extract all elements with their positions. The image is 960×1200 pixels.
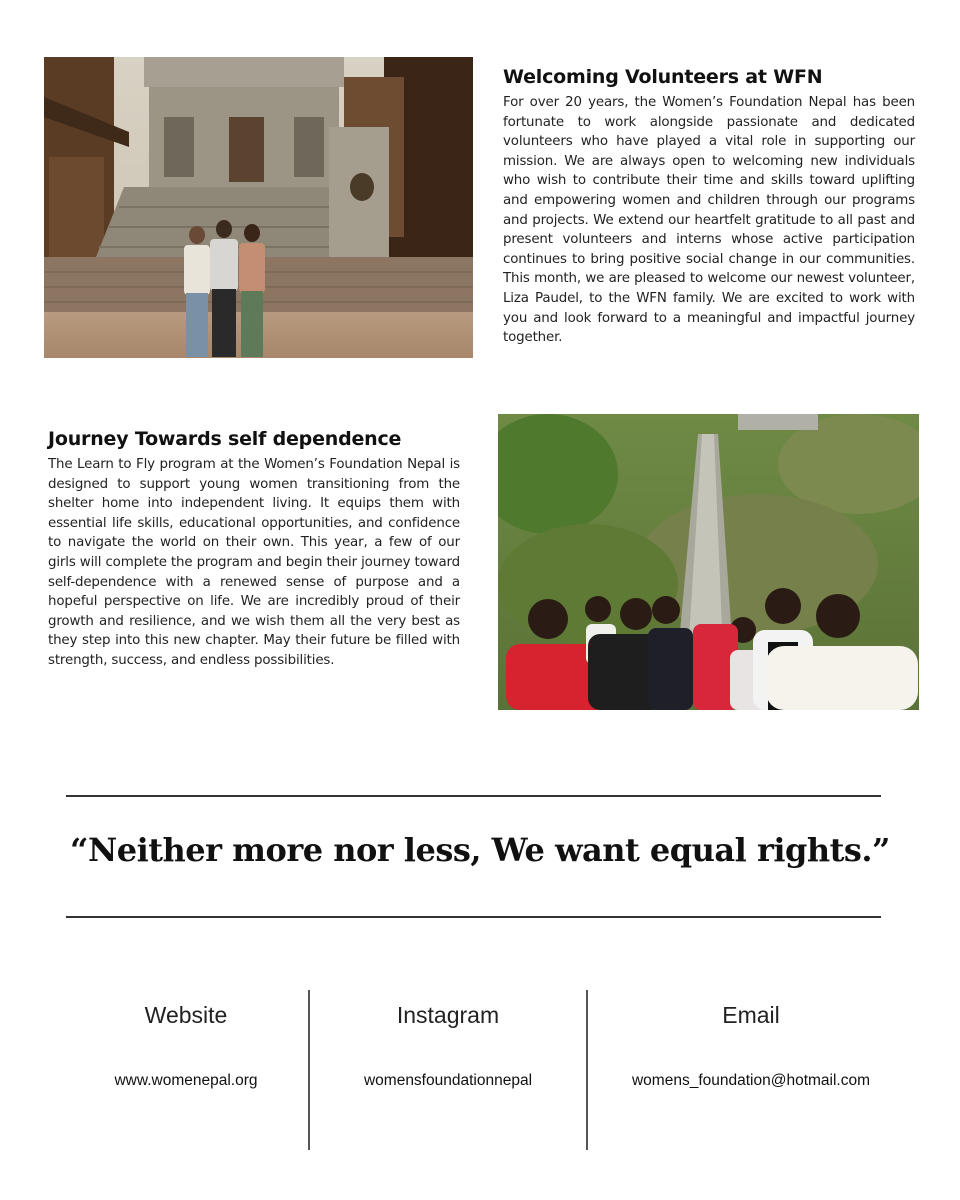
- website-contact: [66, 990, 306, 1091]
- equal-rights-quote: “Neither more nor less, We want equal rights.”: [70, 831, 890, 869]
- bridge-group-illustration: [498, 414, 919, 710]
- quote-bottom-rule: [66, 916, 881, 918]
- volunteers-heading: Welcoming Volunteers at WFN: [503, 66, 823, 88]
- website-label: Website: [144, 1002, 228, 1028]
- email-address[interactable]: womens_foundation@hotmail.com: [631, 1072, 871, 1089]
- instagram-label: Instagram: [396, 1002, 500, 1028]
- learn-to-fly-photo: [498, 414, 919, 710]
- volunteers-photo: [44, 57, 473, 358]
- volunteers-article: [503, 64, 915, 348]
- instagram-contact: [312, 990, 584, 1091]
- contact-divider: [308, 990, 310, 1150]
- instagram-handle[interactable]: womensfoundationnepal: [363, 1072, 533, 1089]
- journey-heading: Journey Towards self dependence: [48, 428, 402, 450]
- journey-article: [48, 426, 460, 671]
- contact-divider: [586, 990, 588, 1150]
- quote-top-rule: [66, 795, 881, 797]
- email-label: Email: [722, 1002, 780, 1028]
- website-link[interactable]: www.womenepal.org: [114, 1072, 258, 1089]
- volunteers-body: For over 20 years, the Women’s Foundation Nepal has been fortunate to work alongside passionate and dedicated volunteers who have played a vital role in supporting our mission. We are always open to welcoming new individuals who wish to contribute their time and skills toward uplifting and empowering women and children through our programs and projects. We extend our heartfelt gratitude to all past and present volunteers and interns whose active participation continues to bring positive social change in our communities. This month, we are pleased to welcome our newest volunteer, Liza Paudel, to the WFN family. We are excited to work with you and look forward to a meaningful and impactful journey together.: [503, 95, 915, 346]
- temple-illustration: [44, 57, 473, 358]
- email-contact: [590, 990, 912, 1091]
- journey-body: The Learn to Fly program at the Women’s Foundation Nepal is designed to support young women transitioning from the shelter home into independent living. It equips them with essential life skills, educational opportunities, and confidence to navigate the world on their own. This year, a few of our girls will complete the program and begin their journey toward self-dependence with a renewed sense of purpose and a hopeful perspective on life. We are incredibly proud of their growth and resilience, and we wish them all the very best as they step into this new chapter. May their future be filled with strength, success, and endless possibilities.: [48, 457, 460, 668]
